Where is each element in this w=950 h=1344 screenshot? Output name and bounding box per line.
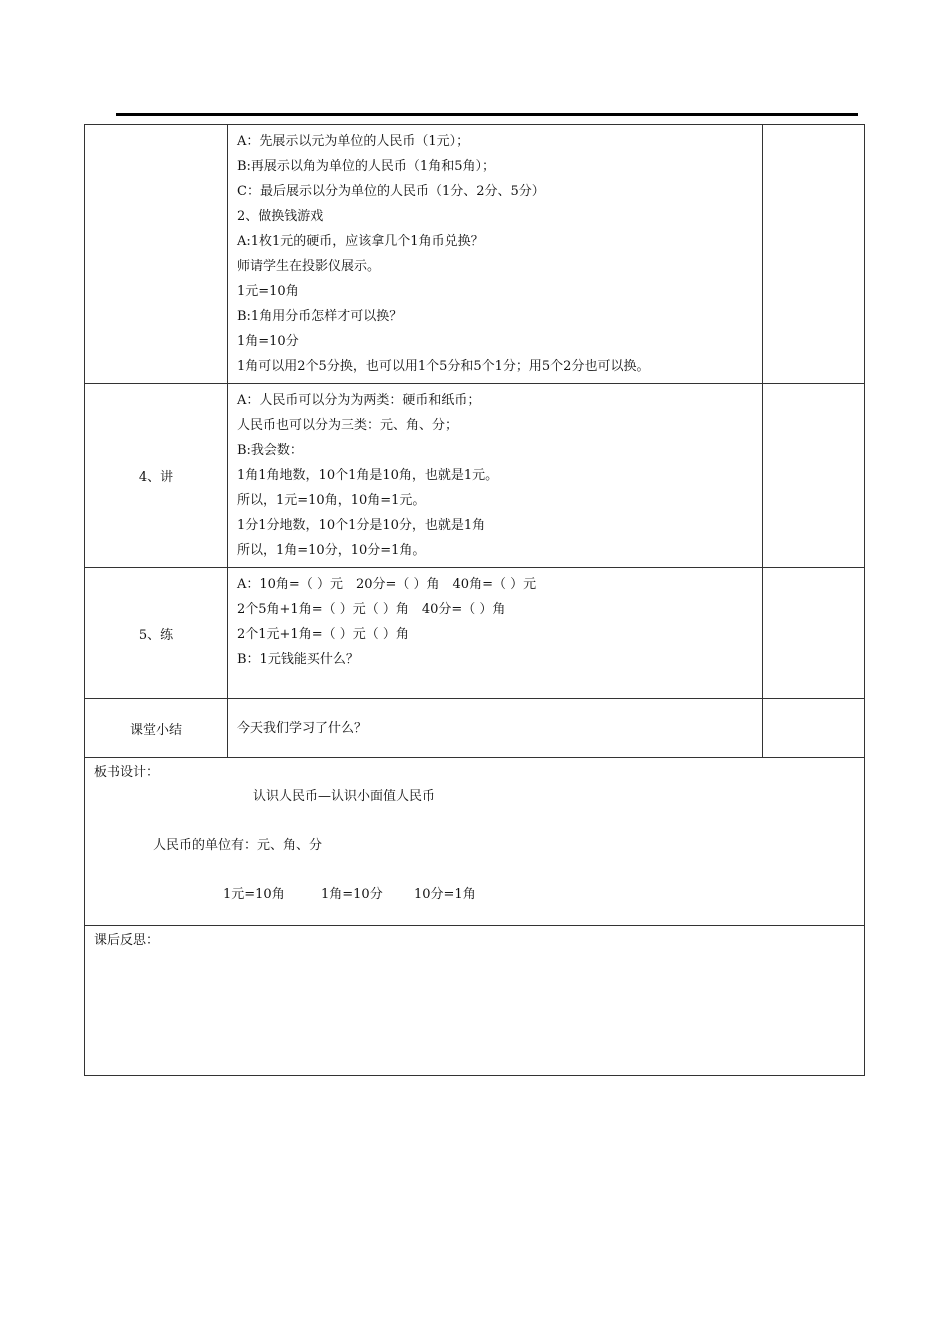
header-rule: [116, 113, 858, 116]
notes-cell: [763, 125, 865, 384]
step-label-cell: 课堂小结: [85, 699, 228, 758]
board-title: 认识人民币—认识小面值人民币: [253, 789, 436, 804]
table-row: [85, 926, 865, 1076]
step-label-cell: 5、练: [85, 568, 228, 699]
content-line: C：最后展示以分为单位的人民币（1分、2分、5分）: [237, 184, 545, 199]
board-design-cell: [85, 758, 865, 926]
board-equation: 1角=10分: [321, 887, 383, 902]
notes-cell: [763, 568, 865, 699]
content-line: 人民币也可以分为三类：元、角、分；: [237, 418, 459, 433]
board-equations: [223, 884, 476, 906]
content-line: 1角可以用2个5分换，也可以用1个5分和5个1分；用5个2分也可以换。: [237, 359, 650, 374]
table-row: [85, 125, 865, 384]
notes-cell: [763, 384, 865, 568]
step-content-cell: [228, 699, 763, 758]
content-line: B:我会数：: [237, 443, 303, 458]
content-line: 2、做换钱游戏: [237, 209, 324, 224]
content-line: 2个1元+1角=（ ）元（ ）角: [237, 627, 409, 642]
content-line: 所以，1元=10角，10角=1元。: [237, 493, 426, 508]
content-line: A:1枚1元的硬币，应该拿几个1角币兑换？: [237, 234, 484, 249]
board-equation: 1元=10角: [223, 887, 285, 902]
content-line: 今天我们学习了什么？: [237, 720, 368, 736]
board-units: 人民币的单位有：元、角、分: [153, 838, 323, 853]
step-content-cell: [228, 125, 763, 384]
content-line: 所以，1角=10分，10分=1角。: [237, 543, 426, 558]
step-content-cell: [228, 384, 763, 568]
step-label-cell: 4、讲: [85, 384, 228, 568]
reflection-label: 课后反思：: [94, 933, 160, 948]
content-line: 1分1分地数，10个1分是10分，也就是1角: [237, 518, 486, 533]
lesson-plan-table: [84, 124, 865, 1076]
content-line: 1元=10角: [237, 284, 299, 299]
table-row: [85, 758, 865, 926]
table-row: [85, 699, 865, 758]
content-line: 2个5角+1角=（ ）元（ ）角 40分=（ ）角: [237, 602, 506, 617]
content-line: A：先展示以元为单位的人民币（1元）；: [237, 134, 470, 149]
content-line: 师请学生在投影仪展示。: [237, 259, 381, 274]
notes-cell: [763, 699, 865, 758]
content-line: B:再展示以角为单位的人民币（1角和5角）；: [237, 159, 495, 174]
board-label: 板书设计：: [94, 765, 160, 780]
content-line: A：人民币可以分为为两类：硬币和纸币；: [237, 393, 481, 408]
step-label-cell: [85, 125, 228, 384]
content-line: A：10角=（ ）元 20分=（ ）角 40角=（ ）元: [237, 577, 537, 592]
content-line: B:1角用分币怎样才可以换？: [237, 309, 403, 324]
table-row: [85, 568, 865, 699]
board-equation: 10分=1角: [414, 887, 476, 902]
content-line: 1角=10分: [237, 334, 299, 349]
table-row: [85, 384, 865, 568]
reflection-cell: [85, 926, 865, 1076]
content-line: B：1元钱能买什么？: [237, 652, 359, 667]
step-content-cell: [228, 568, 763, 699]
content-line: 1角1角地数，10个1角是10角，也就是1元。: [237, 468, 499, 483]
